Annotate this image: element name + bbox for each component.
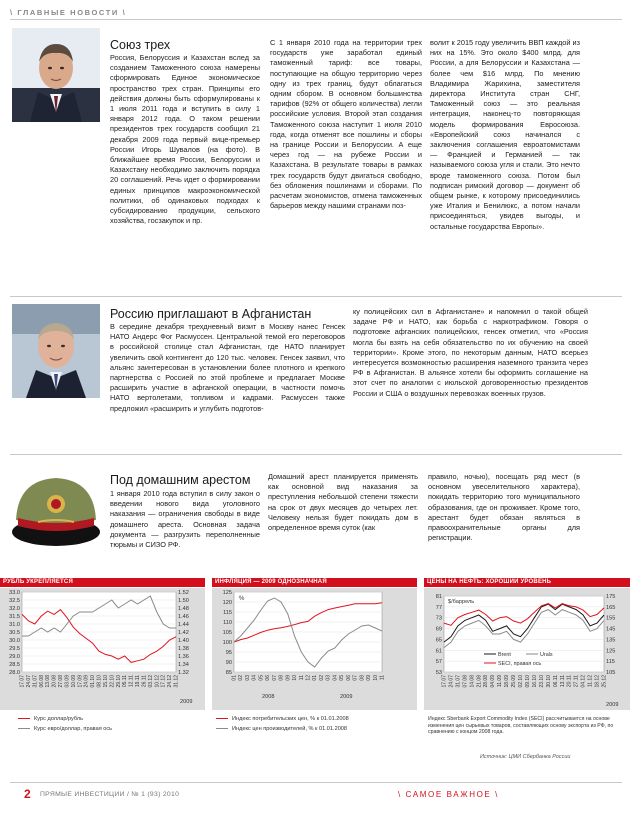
y-tick-right-label: 145 — [606, 626, 616, 633]
y-tick-label: 69 — [435, 626, 442, 633]
y-tick-label: 110 — [223, 620, 232, 626]
x-tick-label: 01.10 — [90, 675, 97, 688]
ruble-legend-2 — [18, 726, 112, 732]
x-tick-label: 05 — [258, 675, 265, 681]
article1-col2: С 1 января 2010 года на территории трех государств уже заработал единый таможенный тариф: все товары, поступающие на общую территорию через одну из трех границ, будут облагаться одним сбором. В основном большинства тарифов (92% от общего количества) легли российские условия. Второй этап создания Таможенного союза наступит 1 июля 2010 года, когда отменят все пошлины и сборы на границе России и Белоруссии. А еще через год — на рубеже России и Казахстана. В результате товары в рамках трех государств будут двигаться свободно, без обложения пошлинами и сборами. По расчетам экономистов, отмена таможенных барьеров между нашими странами поз- — [270, 38, 422, 211]
x-tick-label: 03.12 — [147, 675, 154, 688]
x-tick-label: 13.08 — [45, 675, 52, 688]
legend-brent: Brent — [498, 652, 511, 658]
y-tick-label: 77 — [435, 604, 442, 611]
x-tick-label: 04.09 — [490, 675, 497, 688]
article2-col2: ку полицейских сил в Афганистане» и напомнил о такой общей задаче РФ и НАТО, как борьба с наркотрафиком. Говоря о подготовке афганских полицейских, генсек отметил, что «Россия могла бы взять на себя обязательство по их обучению на своей территории». Кроме этого, по некоторым данным, НАТО всерьез интересуется возможностью расширения наземного транзита через РФ в Афганистан. В альянсе хотели бы оформить соглашение на этот счет по аналогии с июльской договоренностью президентов России и США о воздушных перевозках военных грузов. — [353, 307, 588, 398]
ruble-legend-2-text: Курс евро/доллар, правая ось — [34, 726, 113, 732]
inflation-legend-2-text: Индекс цен производителей, % к 01.01.2008 — [232, 726, 348, 732]
x-tick-label: 17.12 — [160, 675, 167, 688]
chart-oil — [424, 588, 630, 710]
section-label: \ ГЛАВНЫЕ НОВОСТИ \ — [10, 8, 127, 17]
x-tick-label: 24.07 — [448, 675, 455, 688]
legend-swatch-gray — [216, 728, 228, 730]
x-tick-label: 12.11 — [128, 675, 135, 688]
x-tick-label: 24.12 — [167, 675, 174, 688]
ruble-legend-1 — [18, 716, 83, 722]
x-tick-label: 10.09 — [70, 675, 77, 688]
inflation-year-2009: 2009 — [340, 694, 353, 700]
x-tick-label: 10.12 — [154, 675, 161, 688]
chart-oil-panel — [424, 588, 630, 710]
x-tick-label: 06 — [265, 675, 272, 681]
x-tick-label: 27.08 — [58, 675, 64, 688]
y-tick-label: 29.0 — [9, 654, 20, 660]
x-tick-label: 24.07 — [25, 675, 32, 688]
y-tick-right-label: 1.32 — [178, 670, 189, 676]
x-tick-label: 10 — [292, 675, 299, 681]
x-tick-label: 22.10 — [109, 675, 116, 688]
y-tick-label: 30.0 — [9, 638, 20, 644]
x-tick-label: 04 — [251, 675, 258, 681]
x-tick-label: 29.10 — [115, 675, 122, 688]
y-tick-label: 28.0 — [9, 670, 20, 676]
x-tick-label: 26.11 — [141, 675, 148, 688]
oil-unit-label: $/баррель — [448, 599, 475, 605]
x-tick-label: 03.09 — [64, 675, 71, 688]
chart-source: Источник: ЦМИ Сбербанка России — [480, 754, 571, 760]
x-tick-label: 09 — [285, 675, 292, 681]
x-tick-label: 08 — [278, 675, 285, 681]
x-tick-label: 08 — [359, 675, 366, 681]
x-tick-label: 06.11 — [552, 675, 559, 688]
x-tick-label: 19.11 — [135, 675, 141, 688]
footer-rule — [10, 782, 622, 783]
chart-ruble-header: РУБЛЬ УКРЕПЛЯЕТСЯ — [0, 578, 205, 587]
y-tick-label: 53 — [435, 670, 442, 676]
y-tick-right-label: 125 — [606, 648, 616, 655]
legend-swatch-red — [18, 718, 30, 720]
y-tick-label: 125 — [222, 590, 232, 596]
legend-swatch-gray — [18, 728, 30, 730]
x-tick-label: 07 — [271, 675, 278, 681]
y-tick-right-label: 165 — [606, 604, 616, 611]
photo-rasmussen — [12, 304, 100, 398]
rubric-label: \ САМОЕ ВАЖНОЕ \ — [398, 790, 500, 799]
x-tick-label: 10 — [372, 675, 379, 681]
x-tick-label: 03 — [325, 675, 332, 681]
legend-urals: Urals — [540, 652, 553, 658]
x-tick-label: 02 — [238, 675, 245, 681]
article1-title: Союз трех — [110, 38, 171, 52]
article2-col1: В середине декабря трехдневный визит в Москву нанес Генсек НАТО Андерс Фог Расмуссен. Центральной темой его переговоров в российской столице стал Афганистан, где НАТО планирует увеличить свой контингент до 120 тыс. человек. Генсек заявил, что альянс заинтересован в установлении более плотного и крепкого партнерства с Россией по этой проблеме и предлагает Москве расширить участие в афганской операции, в частности помочь НАТО вертолетами, топливом и кадрами. Расмуссен также предложил «расширить и углубить подготов- — [110, 322, 345, 413]
y-tick-label: 65 — [435, 637, 442, 644]
oil-note: Индекс Sberbank Export Commodity Index (SECI) рассчитывается на основе изменения цен сырьевых товаров, составляющих основу экспорта из РФ, по сравнению с концом 2008 года. — [428, 716, 614, 736]
x-tick-label: 01 — [231, 675, 238, 681]
x-tick-label: 17.07 — [19, 675, 26, 688]
x-tick-label: 28.08 — [483, 675, 490, 688]
x-tick-label: 09.10 — [524, 675, 531, 688]
y-tick-label: 100 — [222, 640, 232, 646]
y-tick-label: 31.0 — [9, 622, 20, 628]
x-tick-label: 31.07 — [32, 675, 39, 688]
x-tick-label: 08.10 — [96, 675, 103, 688]
y-tick-label: 105 — [222, 630, 232, 636]
x-tick-label: 27.11 — [573, 675, 580, 688]
x-tick-label: 24.09 — [83, 675, 90, 688]
x-tick-label: 01 — [312, 675, 319, 681]
article3-col3: правило, ночью), посещать ряд мест (в основном увеселительного характера), покидать территорию того муниципального образования, где он проживает. Кроме того, арестант будет обязан являться в правоохранительные органы для регистрации. — [428, 472, 580, 543]
y-tick-label: 29.5 — [9, 646, 20, 652]
x-tick-label: 20.08 — [51, 675, 58, 688]
ruble-year-label: 2009 — [180, 699, 193, 705]
x-tick-label: 12 — [305, 675, 312, 681]
chart-inflation-header: ИНФЛЯЦИЯ — 2009 ОДНОЗНАЧНАЯ — [212, 578, 417, 587]
y-tick-right-label: 1.52 — [178, 590, 189, 596]
y-tick-label: 95 — [225, 650, 232, 656]
divider-2 — [10, 454, 622, 455]
x-tick-label: 04.12 — [580, 675, 587, 688]
x-tick-label: 11.09 — [497, 675, 504, 688]
legend-seci: SECI, правая ось — [498, 661, 542, 667]
y-tick-right-label: 1.38 — [178, 646, 189, 652]
y-tick-label: 31.5 — [9, 614, 20, 620]
x-tick-label: 17.07 — [441, 675, 448, 688]
y-tick-right-label: 135 — [606, 637, 616, 644]
x-tick-label: 31.07 — [455, 675, 462, 688]
inflation-year-2008: 2008 — [262, 694, 275, 700]
ruble-legend-1-text: Курс доллар/рубль — [34, 716, 84, 722]
article2-title: Россию приглашают в Афганистан — [110, 307, 312, 321]
article3-title: Под домашним арестом — [110, 473, 251, 487]
x-tick-label: 07.08 — [462, 675, 469, 688]
x-tick-label: 30.10 — [545, 675, 552, 688]
chart-oil-header: ЦЕНЫ НА НЕФТЬ: ХОРОШИЙ УРОВЕНЬ — [424, 578, 630, 587]
article3-col2: Домашний арест планируется применять как основной вид наказания за преступления небольшой степени тяжести на срок от двух месяцев до четырех лет. Человеку нельзя будет покидать дом в определенное время суток (как — [268, 472, 418, 533]
magazine-issue: ПРЯМЫЕ ИНВЕСТИЦИИ / № 1 (93) 2010 — [40, 791, 180, 798]
inflation-legend-2 — [216, 726, 347, 732]
x-tick-label: 18.09 — [504, 675, 511, 688]
y-tick-right-label: 1.46 — [178, 614, 189, 620]
x-tick-label: 04 — [332, 675, 339, 681]
y-tick-label: 30.5 — [9, 630, 20, 636]
y-tick-label: 81 — [435, 594, 442, 600]
x-tick-label: 02 — [318, 675, 325, 681]
x-tick-label: 25.09 — [511, 675, 518, 688]
x-tick-label: 25.12 — [601, 675, 608, 688]
y-tick-label: 73 — [435, 615, 442, 622]
y-tick-label: 32.0 — [9, 606, 20, 612]
y-tick-label: 120 — [222, 600, 232, 606]
y-tick-label: 28.5 — [9, 662, 20, 668]
y-tick-right-label: 1.50 — [178, 598, 189, 604]
y-tick-label: 61 — [435, 648, 442, 655]
chart-ruble — [0, 588, 205, 710]
legend-swatch-red — [216, 718, 228, 720]
y-tick-label: 90 — [225, 660, 232, 666]
x-tick-label: 16.10 — [531, 675, 538, 688]
y-tick-label: 85 — [225, 670, 232, 676]
y-tick-right-label: 175 — [606, 594, 616, 600]
y-tick-right-label: 1.40 — [178, 638, 189, 644]
x-tick-label: 23.10 — [538, 675, 545, 688]
x-tick-label: 18.12 — [594, 675, 601, 688]
x-tick-label: 21.08 — [476, 675, 483, 688]
chart-inflation — [212, 588, 417, 710]
chart-inflation-panel — [212, 588, 417, 710]
header-rule — [10, 19, 622, 20]
y-tick-right-label: 1.34 — [178, 662, 189, 668]
oil-year-label: 2009 — [606, 702, 619, 708]
inflation-unit-label: % — [239, 596, 245, 602]
photo-shuvalov — [12, 28, 100, 122]
x-tick-label: 17.09 — [77, 675, 84, 688]
divider-1 — [10, 296, 622, 297]
x-tick-label: 15.10 — [102, 675, 109, 688]
page-number: 2 — [24, 787, 31, 801]
x-tick-label: 11 — [379, 675, 386, 681]
x-tick-label: 05 — [339, 675, 346, 681]
y-tick-label: 57 — [435, 659, 442, 666]
x-tick-label: 13.11 — [559, 675, 566, 688]
x-tick-label: 31.12 — [173, 675, 180, 688]
chart-ruble-panel — [0, 588, 205, 710]
x-tick-label: 02.10 — [518, 675, 525, 688]
x-tick-label: 09 — [366, 675, 373, 681]
y-tick-right-label: 1.44 — [178, 622, 189, 628]
photo-police-cap — [8, 462, 104, 552]
y-tick-right-label: 105 — [606, 670, 616, 676]
y-tick-right-label: 1.36 — [178, 654, 189, 660]
x-tick-label: 11 — [298, 675, 305, 681]
inflation-legend-1-text: Индекс потребительских цен, % к 01.01.2008 — [232, 716, 349, 722]
y-tick-right-label: 1.42 — [178, 630, 189, 636]
x-tick-label: 05.11 — [122, 675, 129, 688]
x-tick-label: 11.12 — [587, 675, 594, 688]
y-tick-label: 115 — [223, 610, 232, 616]
x-tick-label: 07 — [352, 675, 359, 681]
x-tick-label: 03 — [244, 675, 251, 681]
x-tick-label: 06.08 — [38, 675, 45, 688]
x-tick-label: 14.08 — [469, 675, 476, 688]
y-tick-right-label: 155 — [606, 615, 616, 622]
article1-col1: Россия, Белоруссия и Казахстан вслед за созданием Таможенного союза намерены сформировать Единое экономическое пространство трех стран. Принципы его действия должны быть сформулированы к 1 июля 2011 года и вступить в силу 1 января 2012 года. О таком решении президентов трех государств сообщил 21 декабря 2009 года первый вице-премьер России Игорь Шувалов (на фото). В ближайшее время России, Белоруссии и Казахстану необходимо заключить порядка 20 соглашений. Речь идет о формировании единых принципов макроэкономической политики, об одинаковых подходах к субсидированию продукции, сельского хозяйства, госзакупок и пр. — [110, 53, 260, 226]
x-tick-label: 20.11 — [566, 675, 573, 688]
x-tick-label: 06 — [345, 675, 352, 681]
y-tick-label: 33.0 — [9, 590, 20, 596]
y-tick-right-label: 1.48 — [178, 606, 189, 612]
article1-col3: волит к 2015 году увеличить ВВП каждой из них на 15%. Это около $400 млрд. для России, а для Белоруссии и Казахстана — более чем $16 млрд. По мнению Владимира Жарихина, заместителя директора Института стран СНГ, Таможенный союз — это реальная интеграция, наконец-то повторяющая модель формирования Евросоюза. «Европейский союз начинался с заключения соглашения евроатомистами — Францией и Германией — так называемого союза угля и стали. Это нечто вроде таможенного союза. Потом был подписан римский договор — документ об общем рынке, к которому присоединились уже Италия и Бенилюкс, а потом начали присоединяться, увидев выгоды, и остальные государства Европы». — [430, 38, 580, 231]
y-tick-label: 32.5 — [9, 598, 20, 604]
article3-col1: 1 января 2010 года вступил в силу закон о введении нового вида уголовного наказания — ограничения свободы в виде домашнего ареста. Основная задача документа — разгрузить переполненные тюрьмы и СИЗО РФ. — [110, 489, 260, 550]
inflation-legend-1 — [216, 716, 349, 722]
y-tick-right-label: 115 — [606, 659, 615, 666]
